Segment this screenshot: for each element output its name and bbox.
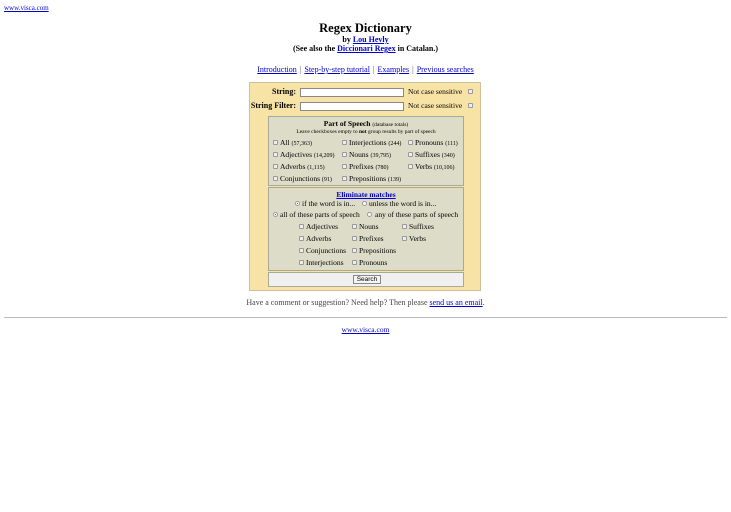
radio-if-label: if the word is in... [302,199,356,208]
radio-unless-word[interactable] [362,201,367,206]
radio-all-label: all of these parts of speech [280,210,360,219]
pos-option-label: Interjections [349,138,387,147]
string-label: String: [272,87,296,96]
pos-option-label: Prepositions [349,174,387,183]
page-title: Regex Dictionary [319,21,412,35]
elim-adjectives-checkbox[interactable] [299,224,304,229]
elim-prepositions-label: Prepositions [359,246,397,255]
pos-interjections-checkbox[interactable] [342,140,347,145]
pos-option-count: (340) [441,153,455,159]
pos-pronouns-checkbox[interactable] [408,140,413,145]
pos-adverbs-label [280,162,325,171]
search-row [268,272,464,287]
pos-option-count: (1,115) [307,165,325,171]
nav-separator: | [372,65,375,74]
diccionari-regex-link[interactable]: Diccionari Regex [337,44,396,53]
elim-adverbs-label: Adverbs [306,234,332,243]
nav-previous-searches-link[interactable]: Previous searches [416,65,474,74]
pos-prefixes-checkbox[interactable] [342,164,347,169]
elim-conjunctions-checkbox[interactable] [299,248,304,253]
nav-separator: | [299,65,302,74]
comment-text: Have a comment or suggestion? Need help? Then please [246,298,430,307]
string-filter-case-label: Not case sensitive [408,101,463,110]
pos-nouns-label [349,150,391,159]
pos-nouns-checkbox[interactable] [342,152,347,157]
string-case-label: Not case sensitive [408,87,463,96]
string-filter-case-checkbox[interactable] [468,103,473,108]
pos-option-count: (780) [375,165,389,171]
pos-option-count: (244) [388,141,402,147]
pos-verbs-checkbox[interactable] [408,164,413,169]
pos-pronouns-label [415,138,458,147]
pos-option-count: (39,795) [370,153,391,159]
pos-prepositions-checkbox[interactable] [342,176,347,181]
comment-line [0,298,731,307]
pos-option-label: All [280,138,290,147]
string-filter-input[interactable] [300,102,404,111]
see-also-prefix: (See also the [292,44,338,53]
radio-all-parts[interactable] [273,212,278,217]
pos-option-count: (111) [445,141,458,147]
pos-all-label [280,138,312,147]
eliminate-title [269,190,463,199]
byline [0,35,731,44]
pos-option-count: (57,363) [291,141,312,147]
elim-interjections-checkbox[interactable] [299,260,304,265]
pos-suffixes-checkbox[interactable] [408,152,413,157]
byline-prefix: by [342,35,353,44]
author-link[interactable]: Lou Hevly [352,35,389,44]
email-link[interactable]: send us an email [429,298,483,307]
pos-hint-before: Leave checkboxes empty to [296,129,359,135]
nav-introduction-link[interactable]: Introduction [257,65,297,74]
elim-pronouns-label: Pronouns [359,258,388,267]
bottom-site-link[interactable]: www.visca.com [341,325,390,334]
nav-examples-link[interactable]: Examples [377,65,410,74]
pos-title-text: Part of Speech [323,119,371,128]
pos-interjections-label [349,138,401,147]
nav-tutorial-link[interactable]: Step-by-step tutorial [304,65,370,74]
pos-option-label: Adjectives [280,150,313,159]
elim-verbs-checkbox[interactable] [402,236,407,241]
radio-any-label: any of these parts of speech [375,210,459,219]
pos-option-label: Adverbs [280,162,306,171]
elim-prefixes-label: Prefixes [359,234,384,243]
top-site-link[interactable]: www.visca.com [4,4,49,12]
radio-any-parts[interactable] [367,212,372,217]
pos-option-label: Prefixes [349,162,374,171]
pos-hint-after: group results by part of speech [366,129,436,135]
radio-if-word[interactable] [295,201,300,206]
string-filter-label: String Filter: [250,101,296,110]
pos-option-count: (10,106) [433,165,455,171]
pos-all-checkbox[interactable] [273,140,278,145]
comment-end: . [482,298,485,307]
pos-verbs-label [415,162,454,171]
pos-adjectives-checkbox[interactable] [273,152,278,157]
elim-prepositions-checkbox[interactable] [352,248,357,253]
pos-hint-bold: not [358,129,367,135]
elim-suffixes-checkbox[interactable] [402,224,407,229]
string-input[interactable] [300,88,404,97]
pos-conjunctions-checkbox[interactable] [273,176,278,181]
elim-adverbs-checkbox[interactable] [299,236,304,241]
see-also-line [0,44,731,53]
pos-option-label: Verbs [415,162,433,171]
elim-nouns-label: Nouns [359,222,379,231]
pos-option-label: Conjunctions [280,174,321,183]
pos-option-label: Nouns [349,150,369,159]
pos-option-count: (91) [321,177,332,183]
pos-adverbs-checkbox[interactable] [273,164,278,169]
eliminate-matches-link[interactable]: Eliminate matches [336,190,396,199]
string-case-checkbox[interactable] [468,89,473,94]
elim-adjectives-label: Adjectives [306,222,339,231]
pos-prepositions-label [349,174,401,183]
search-button[interactable]: Search [353,275,381,284]
elim-interjections-label: Interjections [306,258,344,267]
elim-suffixes-label: Suffixes [409,222,434,231]
pos-option-label: Pronouns [415,138,444,147]
elim-verbs-label: Verbs [409,234,427,243]
pos-suffixes-label [415,150,455,159]
nav-links [0,65,731,74]
footer-divider [4,317,727,318]
pos-adjectives-label [280,150,334,159]
pos-prefixes-label [349,162,388,171]
pos-option-label: Suffixes [415,150,440,159]
elim-pronouns-checkbox[interactable] [352,260,357,265]
pos-option-count: (139) [387,177,401,183]
pos-hint [269,129,463,135]
part-of-speech-title [269,119,463,128]
elim-conjunctions-label: Conjunctions [306,246,347,255]
radio-unless-label: unless the word is in... [369,199,437,208]
pos-option-count: (14,209) [313,153,335,159]
pos-title-note: (database totals) [372,122,409,128]
see-also-suffix: in Catalan.) [395,44,439,53]
bottom-link-wrap [0,325,731,334]
pos-conjunctions-label [280,174,332,183]
elim-nouns-checkbox[interactable] [352,224,357,229]
nav-separator: | [412,65,414,74]
elim-prefixes-checkbox[interactable] [352,236,357,241]
